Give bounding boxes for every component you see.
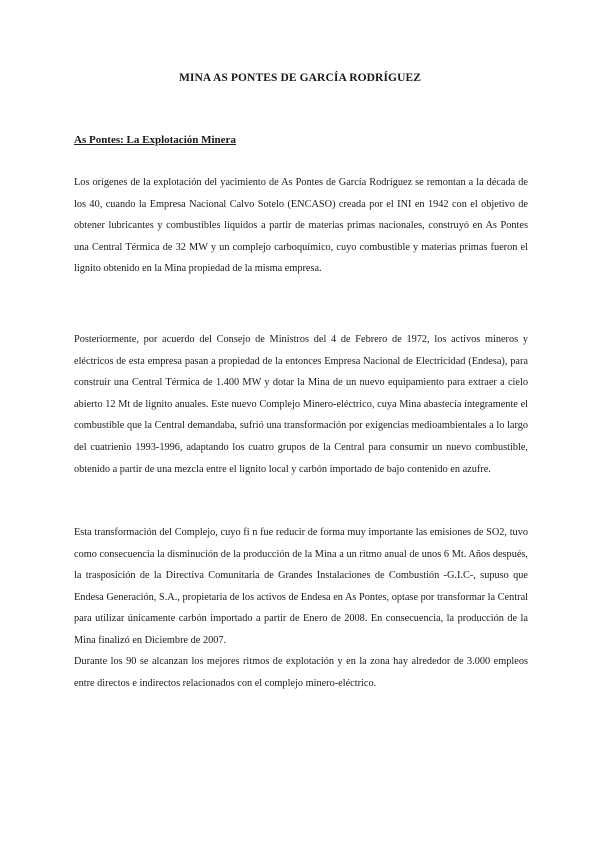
paragraph-origins: Los orígenes de la explotación del yacimiento de As Pontes de García Rodríguez se remontan a la década de los 40, cuando la Empresa Nacional Calvo Sotelo (ENCASO) creada por el INI en 1942 con el objetivo de obtener lubricantes y combustibles líquidos a partir de materias primas nacionales, construyó en As Pontes una Central Térmica de 32 MW y un complejo carboquímico, cuyo combustible y materias primas fueron el lignito obtenido en la Mina propiedad de la misma empresa. [74, 177, 528, 275]
paragraph-transformation: Esta transformación del Complejo, cuyo fi n fue reducir de forma muy importante las emisiones de SO2, tuvo como consecuencia la disminución de la producción de la Mina a un ritmo anual de unos 6 Mt. Años después, la trasposición de la Directiva Comunitaria de Grandes Instalaciones de Combustión -G.I.C-, supuso que Endesa Generación, S.A., propietaria de los activos de Endesa en As Pontes, optase por transformar la Central para utilizar únicamente carbón importado a partir de Enero de 2008. En consecuencia, la producción de la Mina finalizó en Diciembre de 2007. [74, 527, 528, 646]
paragraph-employment: Durante los 90 se alcanzan los mejores ritmos de explotación y en la zona hay alrededor de 3.000 empleos entre directos e indirectos relacionados con el complejo minero-eléctrico. [74, 656, 528, 689]
paragraph-endesa: Posteriormente, por acuerdo del Consejo de Ministros del 4 de Febrero de 1972, los activos mineros y eléctricos de esta empresa pasan a propiedad de la entonces Empresa Nacional de Electricidad (Endesa), para construir una Central Térmica de 1.400 MW y dotar la Mina de un nuevo equipamiento para extraer a cielo abierto 12 Mt de lignito anuales. Este nuevo Complejo Minero-eléctrico, cuya Mina abastecía íntegramente el combustible que la Central demandaba, sufrió una transformación por exigencias medioambientales a lo largo del cuatrienio 1993-1996, adaptando los cuatro grupos de la Central para consumir un nuevo combustible, obtenido a partir de una mezcla entre el lignito local y carbón importado de bajo contenido en azufre. [74, 334, 528, 475]
document-title: MINA AS PONTES DE GARCÍA RODRÍGUEZ [178, 72, 422, 84]
section-heading: As Pontes: La Explotación Minera [74, 134, 236, 146]
